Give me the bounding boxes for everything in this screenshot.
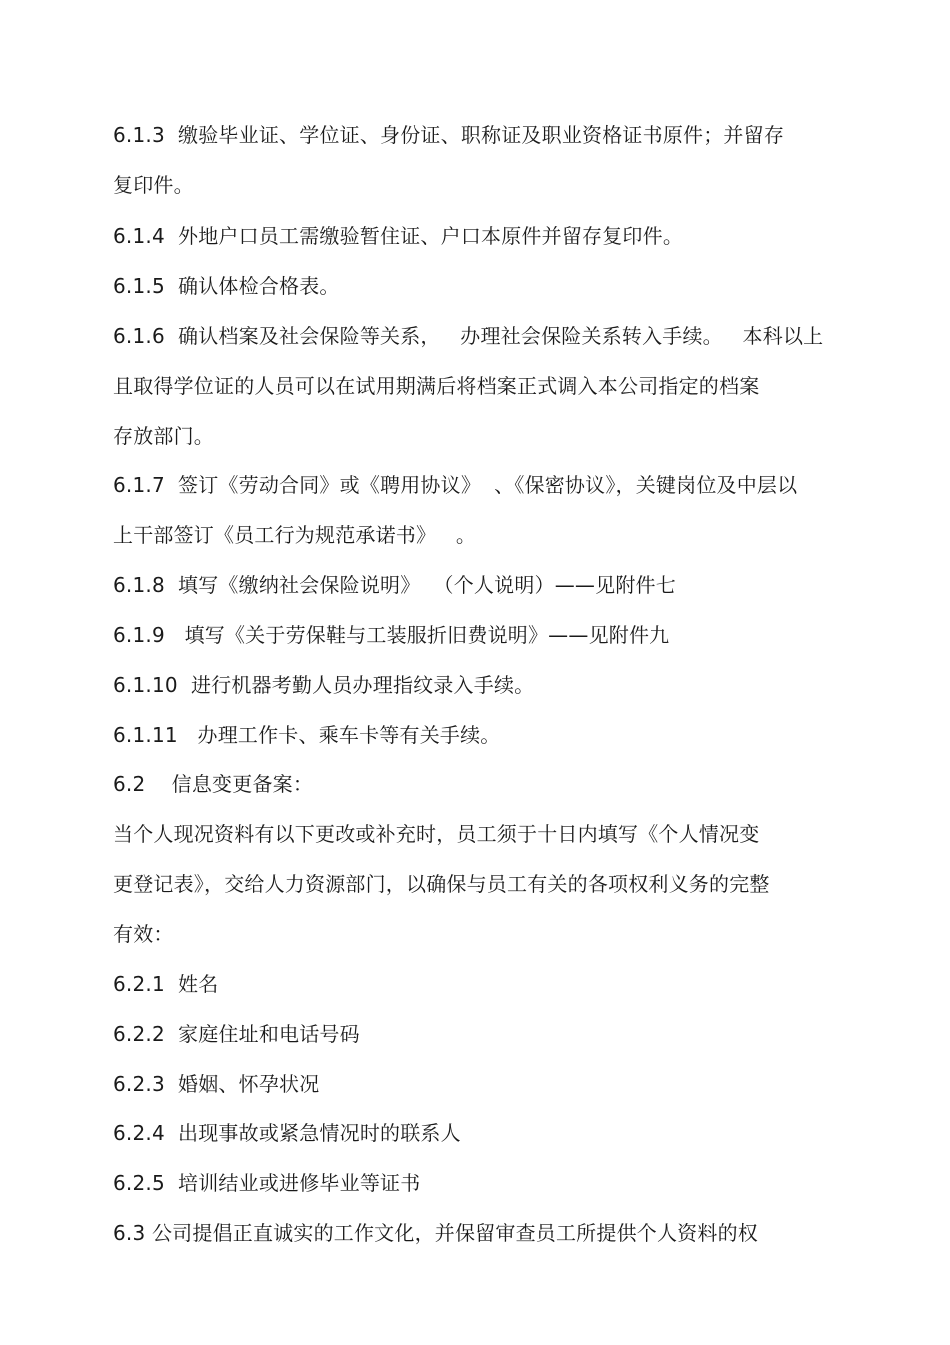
clause-number: 6.3 bbox=[113, 1221, 146, 1245]
clause-text: 外地户口员工需缴验暂住证、户口本原件并留存复印件。 bbox=[178, 224, 684, 248]
clause-text: 公司提倡正直诚实的工作文化，并保留审查员工所提供个人资料的权 bbox=[151, 1221, 758, 1245]
clause-text: 家庭住址和电话号码 bbox=[178, 1022, 360, 1046]
paragraph-line bbox=[113, 1072, 319, 1096]
paragraph-line bbox=[113, 224, 683, 248]
clause-number: 6.2.3 bbox=[113, 1072, 165, 1096]
clause-text: 确认体检合格表。 bbox=[178, 274, 340, 298]
paragraph-line bbox=[113, 922, 174, 946]
paragraph-line bbox=[113, 723, 501, 747]
paragraph-line bbox=[113, 1022, 360, 1046]
paragraph-line bbox=[113, 473, 797, 497]
clause-text: 当个人现况资料有以下更改或补充时，员工须于十日内填写《个人情况变 bbox=[113, 822, 760, 846]
clause-text: 出现事故或紧急情况时的联系人 bbox=[178, 1121, 461, 1145]
clause-text: 确认档案及社会保险等关系， 办理社会保险关系转入手续。 本科以上 bbox=[178, 324, 824, 348]
clause-number: 6.1.4 bbox=[113, 224, 165, 248]
paragraph-line bbox=[113, 1121, 461, 1145]
paragraph-line bbox=[113, 173, 194, 197]
clause-text: 进行机器考勤人员办理指纹录入手续。 bbox=[190, 673, 535, 697]
clause-number: 6.2.1 bbox=[113, 972, 165, 996]
clause-text: 填写《缴纳社会保险说明》 （个人说明）——见附件七 bbox=[178, 573, 676, 597]
paragraph-line bbox=[113, 523, 476, 547]
paragraph-line bbox=[113, 673, 534, 697]
clause-number: 6.1.6 bbox=[113, 324, 165, 348]
paragraph-line bbox=[113, 424, 214, 448]
paragraph-line bbox=[113, 123, 784, 147]
paragraph-line bbox=[113, 274, 340, 298]
clause-text: 存放部门。 bbox=[113, 424, 214, 448]
clause-number: 6.1.8 bbox=[113, 573, 165, 597]
clause-number: 6.1.7 bbox=[113, 473, 165, 497]
clause-text: 复印件。 bbox=[113, 173, 194, 197]
paragraph-line bbox=[113, 623, 669, 647]
paragraph-line bbox=[113, 972, 218, 996]
clause-text: 填写《关于劳保鞋与工装服折旧费说明》——见附件九 bbox=[178, 623, 670, 647]
clause-text: 培训结业或进修毕业等证书 bbox=[178, 1171, 421, 1195]
clause-number: 6.2.4 bbox=[113, 1121, 165, 1145]
clause-number: 6.1.5 bbox=[113, 274, 165, 298]
paragraph-line bbox=[113, 1221, 758, 1245]
paragraph-line bbox=[113, 872, 770, 896]
clause-text: 婚姻、怀孕状况 bbox=[178, 1072, 320, 1096]
clause-number: 6.1.9 bbox=[113, 623, 165, 647]
clause-text: 上干部签订《员工行为规范承诺书》 。 bbox=[113, 523, 477, 547]
clause-number: 6.1.11 bbox=[113, 723, 178, 747]
clause-text: 签订《劳动合同》或《聘用协议》 、《保密协议》，关键岗位及中层以 bbox=[178, 473, 798, 497]
clause-number: 6.2.2 bbox=[113, 1022, 165, 1046]
paragraph-line bbox=[113, 1171, 420, 1195]
clause-text: 办理工作卡、乘车卡等有关手续。 bbox=[190, 723, 501, 747]
clause-text: 信息变更备案： bbox=[158, 772, 314, 796]
paragraph-line bbox=[113, 324, 823, 348]
paragraph-line bbox=[113, 573, 676, 597]
clause-text: 且取得学位证的人员可以在试用期满后将档案正式调入本公司指定的档案 bbox=[113, 374, 760, 398]
clause-text: 有效： bbox=[113, 922, 174, 946]
clause-number: 6.1.3 bbox=[113, 123, 165, 147]
clause-text: 缴验毕业证、学位证、身份证、职称证及职业资格证书原件；并留存 bbox=[178, 123, 785, 147]
paragraph-line bbox=[113, 374, 759, 398]
clause-number: 6.2.5 bbox=[113, 1171, 165, 1195]
paragraph-line bbox=[113, 822, 759, 846]
clause-text: 更登记表》，交给人力资源部门，以确保与员工有关的各项权利义务的完整 bbox=[113, 872, 770, 896]
clause-number: 6.1.10 bbox=[113, 673, 178, 697]
paragraph-line bbox=[113, 772, 313, 796]
clause-number: 6.2 bbox=[113, 772, 146, 796]
clause-text: 姓名 bbox=[178, 972, 219, 996]
